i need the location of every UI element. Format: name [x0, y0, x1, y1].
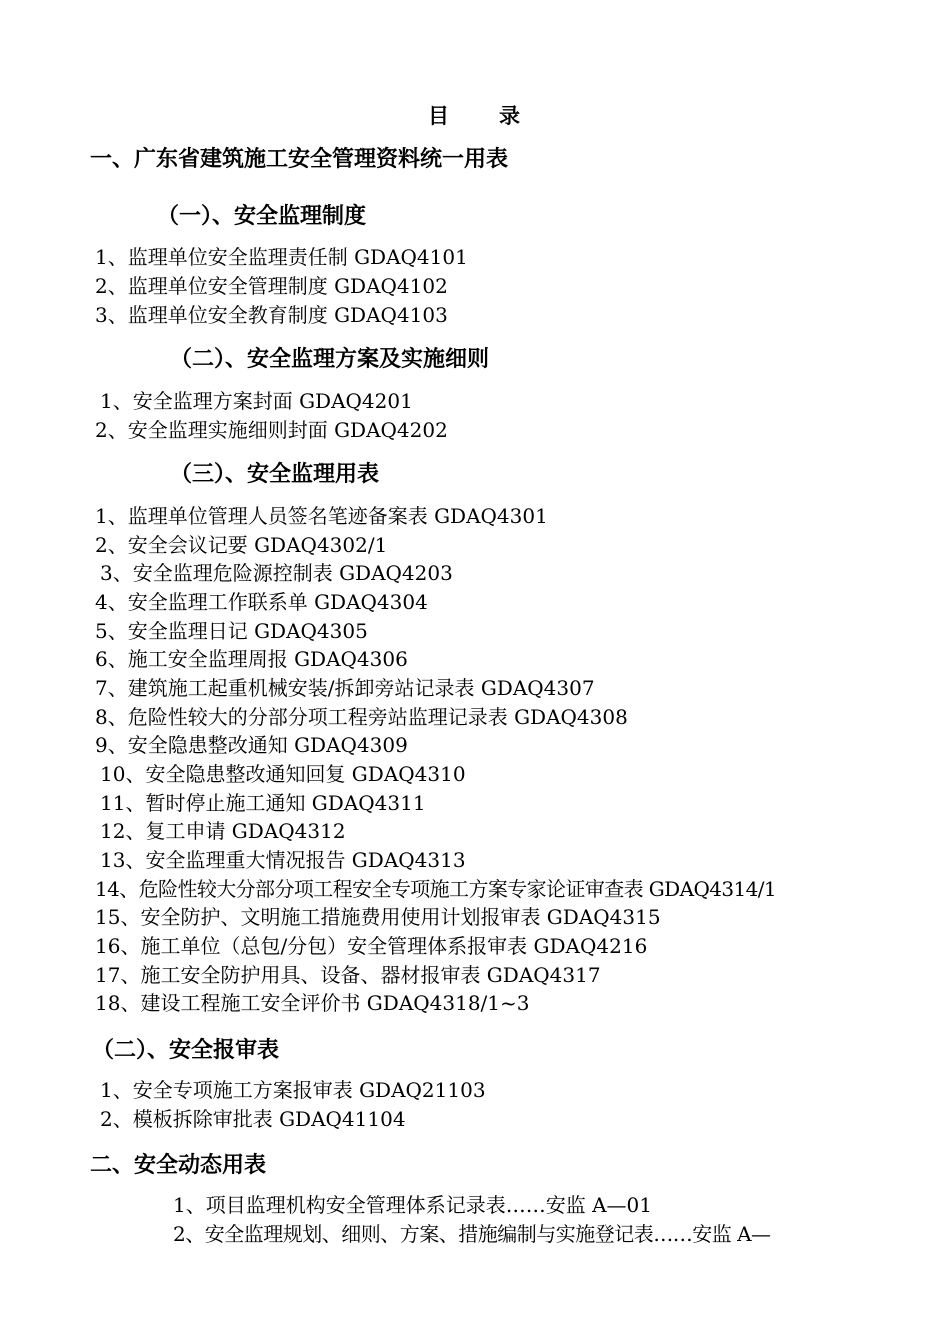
list-item: 3、监理单位安全教育制度 GDAQ4103 — [95, 303, 448, 327]
list-item: 3、安全监理危险源控制表 GDAQ4203 — [100, 561, 453, 585]
list-item: 11、暂时停止施工通知 GDAQ4311 — [100, 791, 426, 815]
list-item: 1、安全监理方案封面 GDAQ4201 — [100, 389, 413, 413]
list-item: 1、安全专项施工方案报审表 GDAQ21103 — [100, 1078, 486, 1102]
section-2-heading: 二、安全动态用表 — [90, 1153, 267, 1178]
list-item: 14、危险性较大分部分项工程安全专项施工方案专家论证审查表 GDAQ4314/1 — [95, 877, 777, 901]
toc-title — [428, 100, 520, 130]
list-item: 2、安全监理规划、细则、方案、措施编制与实施登记表……安监 A— — [173, 1222, 771, 1246]
subsection-4-heading: （二）、安全报审表 — [92, 1038, 280, 1063]
list-item: 6、施工安全监理周报 GDAQ4306 — [95, 647, 408, 671]
list-item: 1、项目监理机构安全管理体系记录表……安监 A—01 — [173, 1193, 652, 1217]
toc-title-char-2: 录 — [499, 104, 520, 128]
list-item: 2、安全会议记要 GDAQ4302/1 — [95, 533, 388, 557]
list-item: 5、安全监理日记 GDAQ4305 — [95, 619, 368, 643]
subsection-1-heading: （一）、安全监理制度 — [157, 204, 367, 229]
list-item: 10、安全隐患整改通知回复 GDAQ4310 — [100, 762, 466, 786]
section-1-heading: 一、广东省建筑施工安全管理资料统一用表 — [90, 147, 509, 172]
list-item: 2、模板拆除审批表 GDAQ41104 — [100, 1107, 406, 1131]
list-item: 12、复工申请 GDAQ4312 — [100, 819, 346, 843]
list-item: 2、监理单位安全管理制度 GDAQ4102 — [95, 274, 448, 298]
list-item: 4、安全监理工作联系单 GDAQ4304 — [95, 590, 428, 614]
toc-title-char-1: 目 — [428, 104, 449, 128]
list-item: 8、危险性较大的分部分项工程旁站监理记录表 GDAQ4308 — [95, 705, 628, 729]
list-item: 1、监理单位安全监理责任制 GDAQ4101 — [95, 245, 468, 269]
subsection-3-heading: （三）、安全监理用表 — [170, 462, 380, 487]
list-item: 2、安全监理实施细则封面 GDAQ4202 — [95, 418, 448, 442]
list-item: 17、施工安全防护用具、设备、器材报审表 GDAQ4317 — [95, 963, 601, 987]
list-item: 13、安全监理重大情况报告 GDAQ4313 — [100, 848, 466, 872]
list-item: 7、建筑施工起重机械安装/拆卸旁站记录表 GDAQ4307 — [95, 676, 595, 700]
list-item: 18、建设工程施工安全评价书 GDAQ4318/1~3 — [95, 991, 530, 1015]
list-item: 15、安全防护、文明施工措施费用使用计划报审表 GDAQ4315 — [95, 905, 661, 929]
subsection-2-heading: （二）、安全监理方案及实施细则 — [170, 347, 490, 372]
list-item: 16、施工单位（总包/分包）安全管理体系报审表 GDAQ4216 — [95, 934, 648, 958]
list-item: 9、安全隐患整改通知 GDAQ4309 — [95, 733, 408, 757]
list-item: 1、监理单位管理人员签名笔迹备案表 GDAQ4301 — [95, 504, 548, 528]
